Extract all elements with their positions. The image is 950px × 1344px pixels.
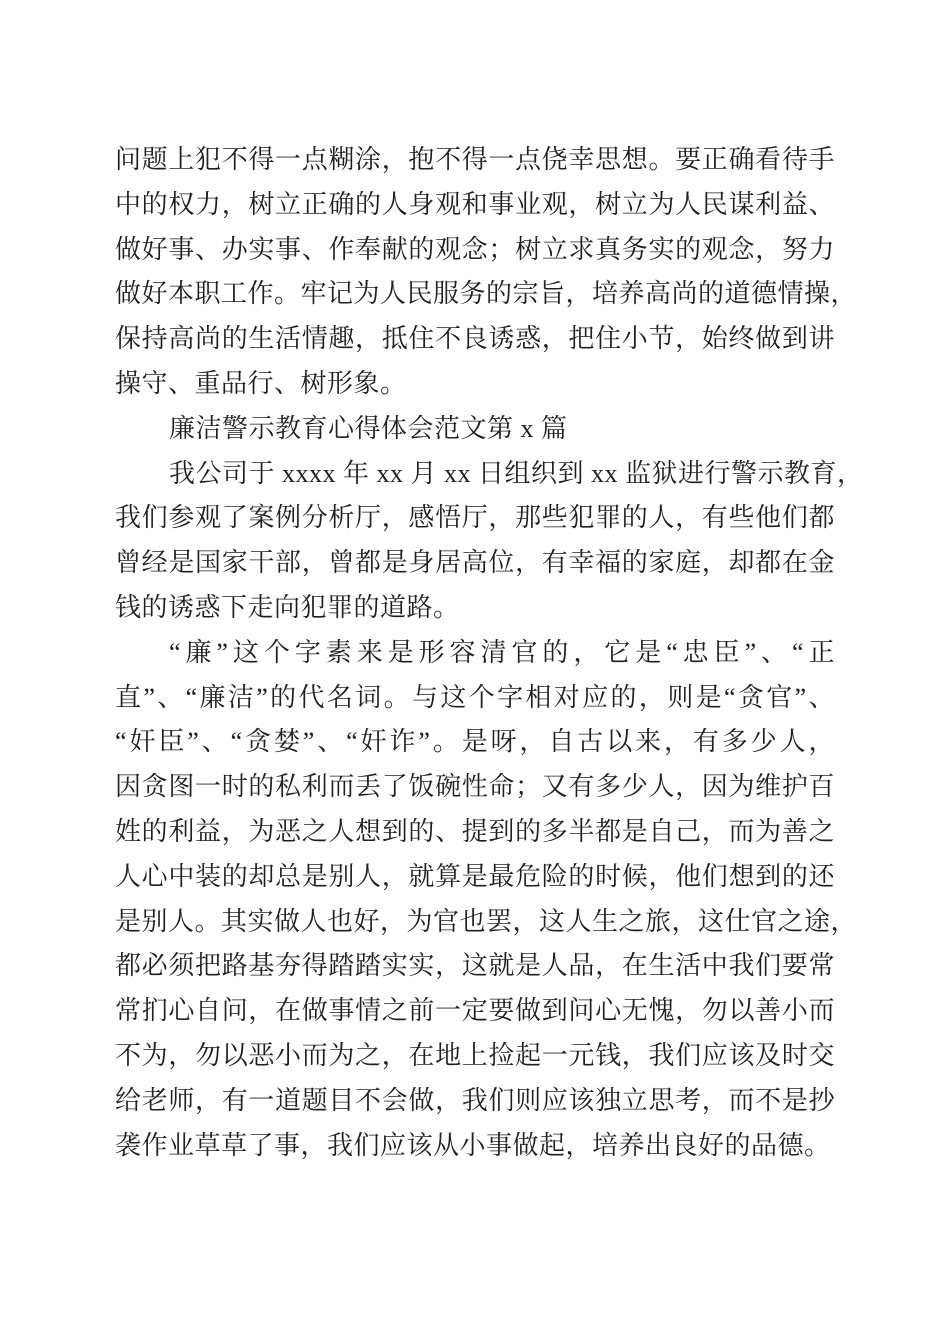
- text-line: 给老师，有一道题目不会做，我们则应该独立思考，而不是抄: [115, 1085, 835, 1115]
- text-line: 姓的利益，为恶之人想到的、提到的多半都是自己，而为善之: [115, 816, 835, 846]
- text-line: 中的权力，树立正确的人身观和事业观，树立为人民谋利益、: [115, 189, 835, 219]
- text-line: 做好事、办实事、作奉献的观念；树立求真务实的观念，努力: [115, 234, 835, 264]
- text-line: “奸臣”、“贪婪”、“奸诈”。是呀，自古以来，有多少人，: [115, 727, 835, 757]
- text-line: 曾经是国家干部，曾都是身居高位，有幸福的家庭，却都在金: [115, 548, 835, 578]
- text-line: 做好本职工作。牢记为人民服务的宗旨，培养高尚的道德情操，: [115, 279, 858, 309]
- text-line: “廉”这个字素来是形容清官的，它是“忠臣”、“正: [169, 637, 835, 667]
- text-line: 问题上犯不得一点糊涂，抱不得一点侥幸思想。要正确看待手: [115, 145, 835, 174]
- text-line: 是别人。其实做人也好，为官也罢，这人生之旅，这仕官之途，: [115, 906, 858, 936]
- text-line: 廉洁警示教育心得体会范文第 x 篇: [169, 413, 568, 443]
- text-line: 因贪图一时的私利而丢了饭碗性命；又有多少人，因为维护百: [115, 772, 835, 802]
- text-line: 直”、“廉洁”的代名词。与这个字相对应的，则是“贪官”、: [115, 682, 835, 712]
- text-line: 操守、重品行、树形象。: [115, 368, 407, 398]
- text-line: 钱的诱惑下走向犯罪的道路。: [115, 592, 460, 622]
- text-line: 保持高尚的生活情趣，抵住不良诱惑，把住小节，始终做到讲: [115, 324, 835, 354]
- text-line: 不为，勿以恶小而为之，在地上捡起一元钱，我们应该及时交: [115, 1040, 835, 1070]
- text-line: 常扪心自问，在做事情之前一定要做到问心无愧，勿以善小而: [115, 996, 835, 1026]
- text-line: 都必须把路基夯得踏踏实实，这就是人品，在生活中我们要常: [115, 951, 835, 981]
- document-body: [115, 138, 864, 1168]
- text-line: 我们参观了案例分析厅，感悟厅，那些犯罪的人，有些他们都: [115, 503, 835, 533]
- text-line: 我公司于 xxxx 年 xx 月 xx 日组织到 xx 监狱进行警示教育，: [169, 458, 864, 488]
- text-line: 袭作业草草了事，我们应该从小事做起，培养出良好的品德。: [115, 1130, 831, 1160]
- text-line: 人心中装的却总是别人，就算是最危险的时候，他们想到的还: [115, 861, 835, 891]
